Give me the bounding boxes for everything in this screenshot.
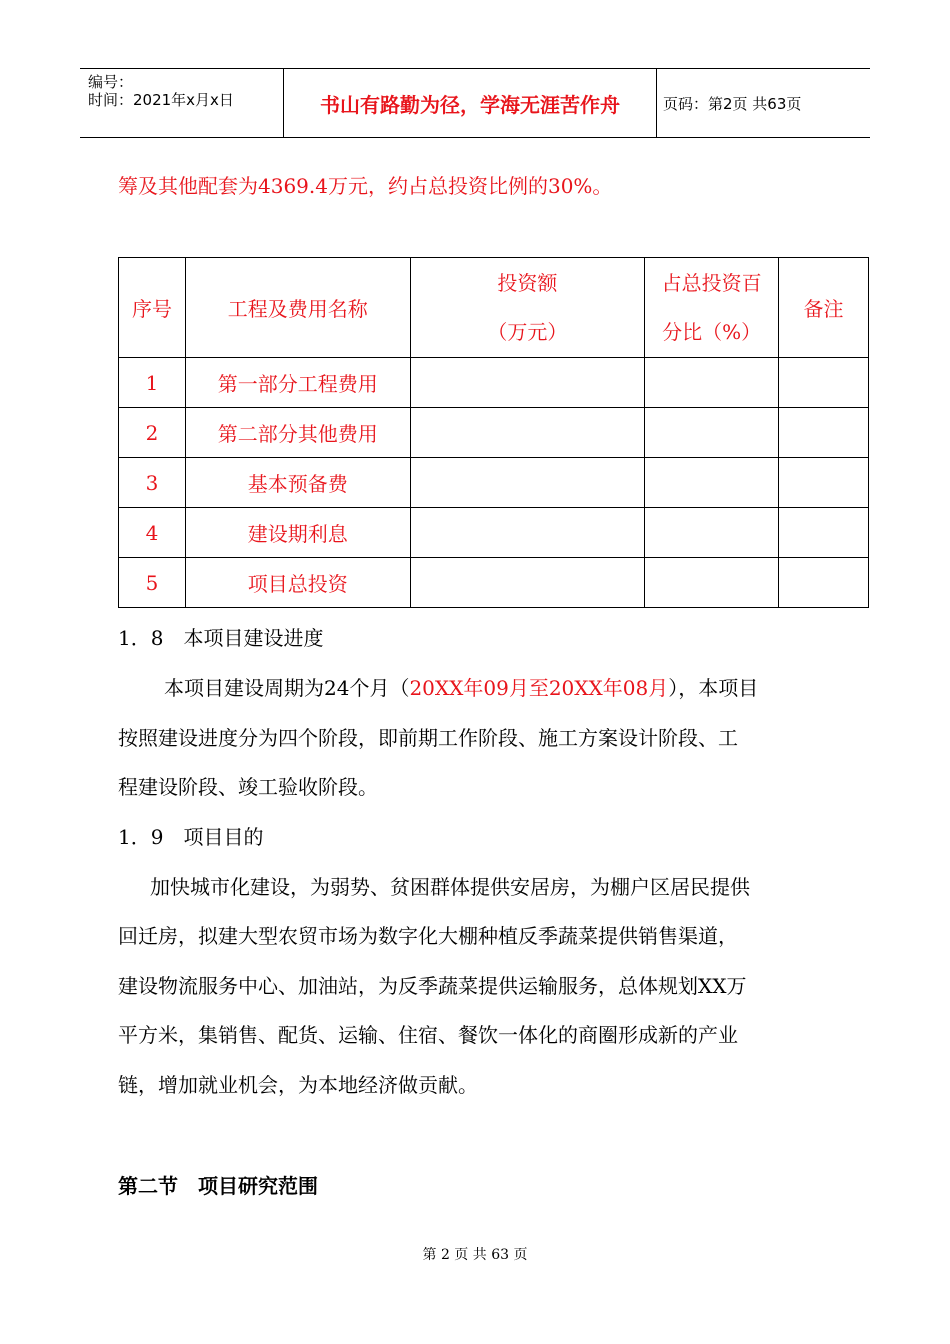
row-pct <box>645 408 779 458</box>
date-label: 时间：2021年x月x日 <box>88 91 234 109</box>
row-name: 第一部分工程费用 <box>185 358 410 408</box>
row-pct <box>645 458 779 508</box>
section-1-9-heading: 1．9 项目目的 <box>118 825 264 849</box>
row-seq: 5 <box>119 558 186 608</box>
header-motto: 书山有路勤为径，学海无涯苦作舟 <box>283 69 657 137</box>
row-seq: 3 <box>119 458 186 508</box>
code-label: 编号： <box>88 73 134 91</box>
header-amount-line2: （万元） <box>487 319 568 344</box>
row-name: 建设期利息 <box>185 508 410 558</box>
section-1-9-line: 平方米，集销售、配货、运输、住宿、餐饮一体化的商圈形成新的产业 <box>118 1023 738 1047</box>
section-1-8-para-line3: 程建设阶段、竣工验收阶段。 <box>118 775 378 799</box>
table-row <box>119 458 869 508</box>
row-note <box>779 508 869 558</box>
investment-table <box>118 257 869 608</box>
row-seq: 1 <box>119 358 186 408</box>
row-amount <box>410 458 645 508</box>
header-amount-line1: 投资额 <box>497 270 558 295</box>
section-1-9-line: 加快城市化建设，为弱势、贫困群体提供安居房，为棚户区居民提供 <box>150 875 750 899</box>
section-1-8-para-line2: 按照建设进度分为四个阶段，即前期工作阶段、施工方案设计阶段、工 <box>118 726 738 750</box>
row-name: 第二部分其他费用 <box>185 408 410 458</box>
row-pct <box>645 508 779 558</box>
row-name: 项目总投资 <box>185 558 410 608</box>
section-1-9-line: 回迁房，拟建大型农贸市场为数字化大棚种植反季蔬菜提供销售渠道， <box>118 924 738 948</box>
page-header <box>80 68 870 138</box>
row-name: 基本预备费 <box>185 458 410 508</box>
header-meta <box>80 69 283 137</box>
row-seq: 2 <box>119 408 186 458</box>
section-1-8-para-line1 <box>164 674 758 702</box>
para-text: 本项目建设周期为24个月（ <box>164 676 410 700</box>
section-1-9-line: 建设物流服务中心、加油站，为反季蔬菜提供运输服务，总体规划XX万 <box>118 974 747 998</box>
header-note: 备注 <box>779 258 869 358</box>
row-pct <box>645 358 779 408</box>
para-text: ），本项目 <box>668 676 759 700</box>
row-amount <box>410 358 645 408</box>
row-note <box>779 558 869 608</box>
header-pct-line2: 分比（%） <box>662 319 762 344</box>
intro-line: 筹及其他配套为4369.4万元，约占总投资比例的30%。 <box>118 174 613 198</box>
table-row <box>119 408 869 458</box>
header-pct <box>645 258 779 358</box>
table-header-row <box>119 258 869 358</box>
row-amount <box>410 508 645 558</box>
row-note <box>779 358 869 408</box>
table-row <box>119 558 869 608</box>
section-1-8-heading: 1．8 本项目建设进度 <box>118 626 324 650</box>
row-amount <box>410 408 645 458</box>
section-2-heading: 第二节 项目研究范围 <box>118 1174 318 1198</box>
header-amount <box>410 258 645 358</box>
row-pct <box>645 558 779 608</box>
header-seq: 序号 <box>119 258 186 358</box>
row-seq: 4 <box>119 508 186 558</box>
header-page-label: 页码：第2页 共63页 <box>663 94 802 113</box>
section-1-9-line: 链，增加就业机会，为本地经济做贡献。 <box>118 1073 478 1097</box>
table-row <box>119 358 869 408</box>
row-amount <box>410 558 645 608</box>
row-note <box>779 408 869 458</box>
page-footer: 第 2 页 共 63 页 <box>422 1247 528 1263</box>
table-row <box>119 508 869 558</box>
header-pct-line1: 占总投资百 <box>661 270 762 295</box>
header-name: 工程及费用名称 <box>185 258 410 358</box>
schedule-period: 20XX年09月至20XX年08月 <box>409 676 669 700</box>
row-note <box>779 458 869 508</box>
